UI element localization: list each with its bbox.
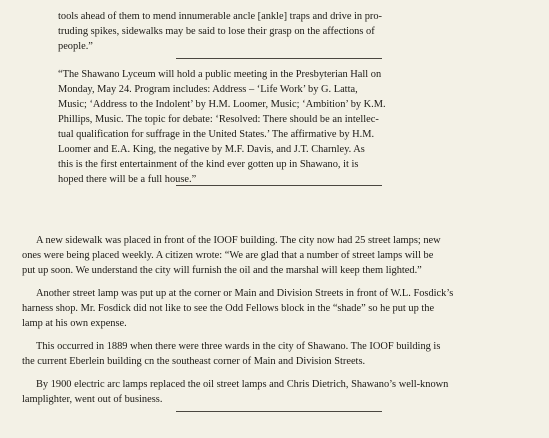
lyceum-quote: [58, 67, 386, 187]
text-line: hoped there will be a full house.”: [58, 174, 197, 185]
text-line: Monday, May 24. Program includes: Address – ‘Life Work’ by G. Latta,: [58, 84, 358, 95]
text-line: tual qualification for suffrage in the United States.’ The affirmative by H.M.: [58, 129, 375, 140]
divider-rule: [176, 58, 382, 59]
text-line: “The Shawano Lyceum will hold a public meeting in the Presbyterian Hall on: [58, 69, 382, 80]
text-line: this is the first entertainment of the kind ever gotten up in Shawano, it is: [58, 159, 359, 170]
paragraph-sidewalk: [22, 233, 441, 278]
text-line: truding spikes, sidewalks may be said to lose their grasp on the affections of: [58, 26, 375, 37]
paragraph-street-lamp: [22, 286, 454, 331]
text-line: By 1900 electric arc lamps replaced the oil street lamps and Chris Dietrich, Shawano’s well-known: [36, 379, 449, 390]
text-line: Phillips, Music. The topic for debate: ‘Resolved: There should be an intellec-: [58, 114, 379, 125]
text-line: This occurred in 1889 when there were three wards in the city of Shawano. The IOOF building is: [36, 341, 441, 352]
text-line: the current Eberlein building cn the southeast corner of Main and Division Streets.: [22, 356, 366, 367]
text-line: lamp at his own expense.: [22, 318, 127, 329]
text-line: put up soon. We understand the city will furnish the oil and the marshal will keep them lighted.”: [22, 265, 422, 276]
text-line: people.”: [58, 41, 93, 52]
divider-rule: [176, 185, 382, 186]
paragraph-wards: [22, 339, 441, 369]
text-line: Another street lamp was put up at the corner or Main and Division Streets in front of W.L. Fosdick’s: [36, 288, 454, 299]
text-line: A new sidewalk was placed in front of the IOOF building. The city now had 25 street lamps; new: [36, 235, 441, 246]
text-line: lamplighter, went out of business.: [22, 394, 163, 405]
text-line: tools ahead of them to mend innumerable ancle [ankle] traps and drive in pro-: [58, 11, 383, 22]
quote-continuation: [58, 9, 382, 54]
text-line: ones were being placed weekly. A citizen wrote: “We are glad that a number of street lamps will be: [22, 250, 434, 261]
text-line: Music; ‘Address to the Indolent’ by H.M. Loomer, Music; ‘Ambition’ by K.M.: [58, 99, 386, 110]
paragraph-electric-lamps: [22, 377, 449, 407]
text-line: harness shop. Mr. Fosdick did not like to see the Odd Fellows block in the “shade” so he put up the: [22, 303, 435, 314]
text-line: Loomer and E.A. King, the negative by M.F. Davis, and J.T. Charnley. As: [58, 144, 365, 155]
divider-rule: [176, 411, 382, 412]
